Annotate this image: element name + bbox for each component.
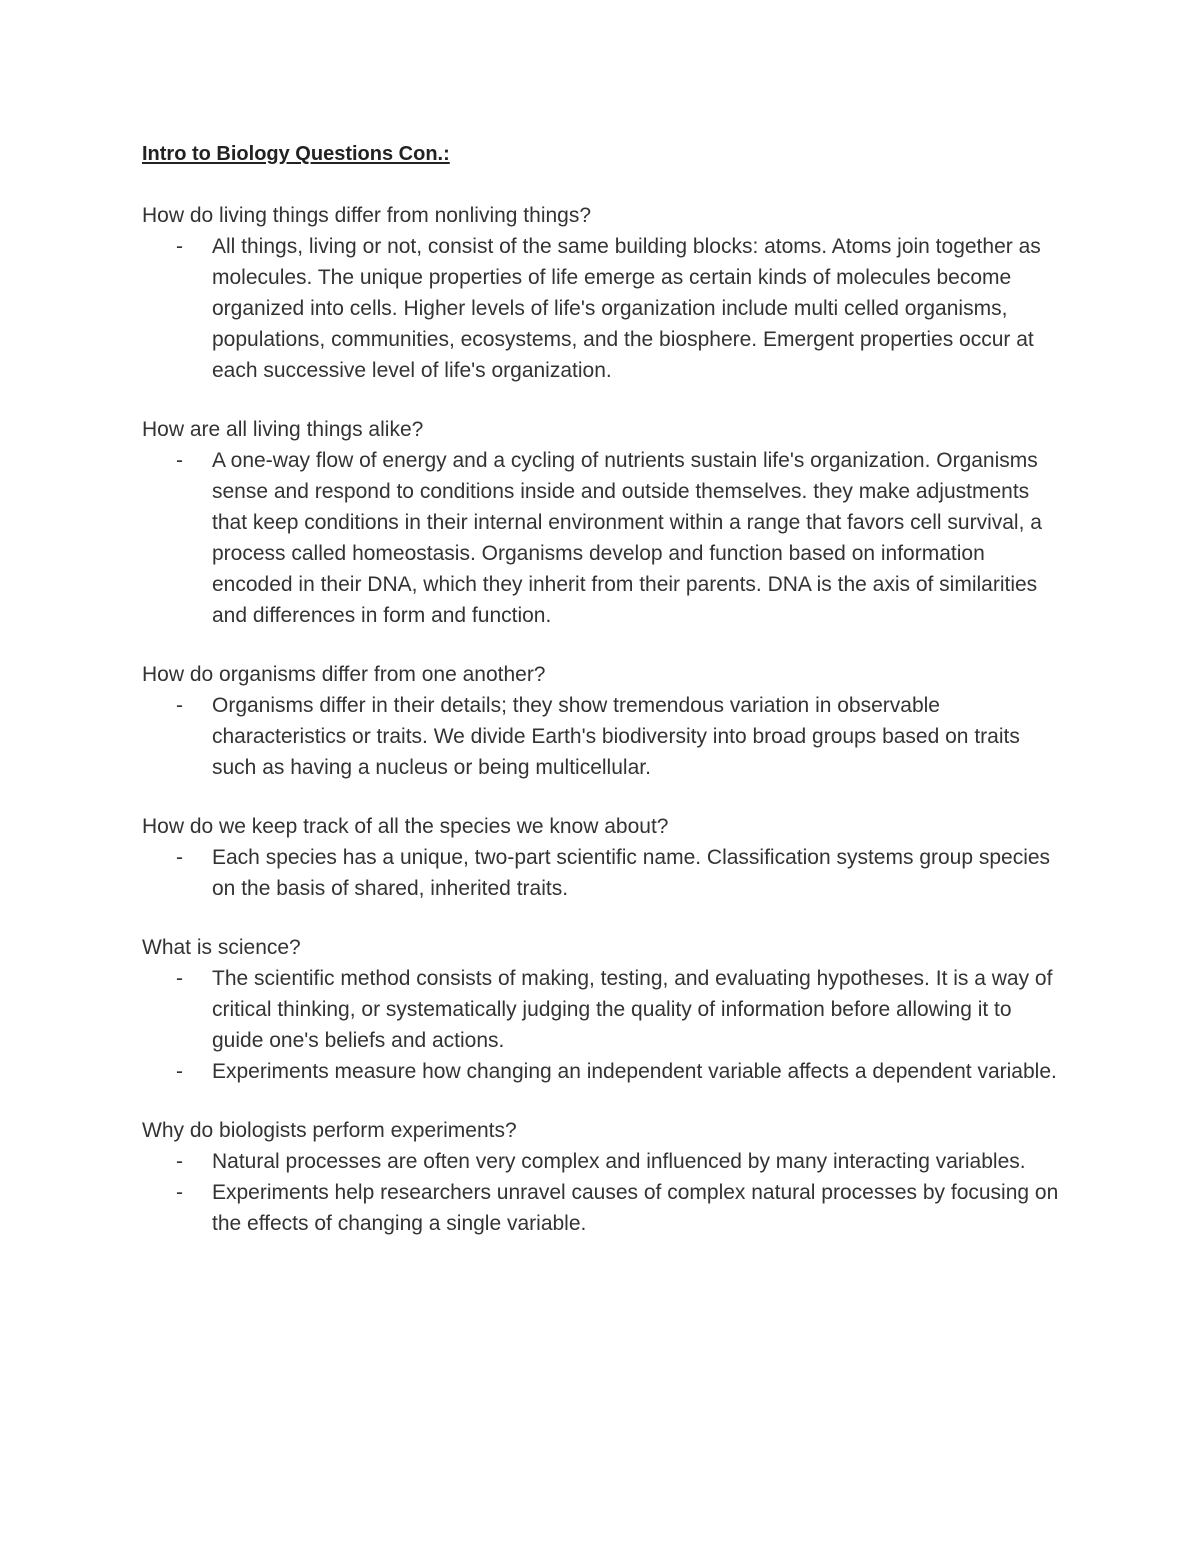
question-text: What is science?: [142, 936, 301, 959]
bullet-dash: -: [176, 694, 183, 717]
answer-item: [142, 1056, 1062, 1087]
answer-item: [142, 1177, 1062, 1239]
bullet-dash: -: [176, 449, 183, 472]
qa-section: [142, 659, 1062, 783]
answer-list: [142, 1146, 1062, 1239]
document-title: Intro to Biology Questions Con.:: [142, 143, 450, 165]
answer-item: [142, 445, 1062, 631]
bullet-dash: -: [176, 1150, 183, 1173]
answer-item: [142, 963, 1062, 1056]
answer-list: [142, 963, 1062, 1087]
question-text: How do we keep track of all the species we know about?: [142, 815, 669, 838]
answer-text: Experiments measure how changing an independent variable affects a dependent variable.: [212, 1060, 1057, 1083]
answer-item: [142, 690, 1062, 783]
answer-text: Organisms differ in their details; they show tremendous variation in observable characteristics or traits. We divide Earth's biodiversity into broad groups based on traits such as having a nucleus or being multicellular.: [212, 694, 1020, 779]
answer-text: Each species has a unique, two-part scientific name. Classification systems group species on the basis of shared, inherited traits.: [212, 846, 1051, 900]
bullet-dash: -: [176, 846, 183, 869]
answer-text: A one-way flow of energy and a cycling of nutrients sustain life's organization. Organisms sense and respond to conditions inside and outside themselves. they make adjustments that keep conditions in their internal environment within a range that favors cell survival, a process called homeostasis. Organisms develop and function based on information encoded in their DNA, which they inherit from their parents. DNA is the axis of similarities and differences in form and function.: [212, 449, 1042, 627]
answer-text: Experiments help researchers unravel causes of complex natural processes by focusing on the effects of changing a single variable.: [212, 1181, 1059, 1235]
answer-list: [142, 231, 1062, 386]
qa-section: [142, 414, 1062, 631]
question-text: How are all living things alike?: [142, 418, 424, 441]
question-text: How do organisms differ from one another?: [142, 663, 546, 686]
answer-text: Natural processes are often very complex and influenced by many interacting variables.: [212, 1150, 1026, 1173]
answer-item: [142, 1146, 1062, 1177]
answer-list: [142, 690, 1062, 783]
document-page: [142, 139, 1062, 1267]
bullet-dash: -: [176, 1181, 183, 1204]
answer-list: [142, 842, 1062, 904]
answer-item: [142, 231, 1062, 386]
answer-list: [142, 445, 1062, 631]
qa-section: [142, 932, 1062, 1087]
question-text: How do living things differ from nonliving things?: [142, 204, 592, 227]
bullet-dash: -: [176, 1060, 183, 1083]
question-text: Why do biologists perform experiments?: [142, 1119, 517, 1142]
qa-section: [142, 1115, 1062, 1239]
answer-text: All things, living or not, consist of the same building blocks: atoms. Atoms join together as molecules. The unique properties of life emerge as certain kinds of molecules become organized into cells. Higher levels of life's organization include multi celled organisms, populations, communities, ecosystems, and the biosphere. Emergent properties occur at each successive level of life's organization.: [212, 235, 1041, 382]
qa-section: [142, 200, 1062, 386]
bullet-dash: -: [176, 235, 183, 258]
bullet-dash: -: [176, 967, 183, 990]
answer-item: [142, 842, 1062, 904]
answer-text: The scientific method consists of making, testing, and evaluating hypotheses. It is a way of critical thinking, or systematically judging the quality of information before allowing it to guide one's beliefs and actions.: [212, 967, 1053, 1052]
qa-section: [142, 811, 1062, 904]
